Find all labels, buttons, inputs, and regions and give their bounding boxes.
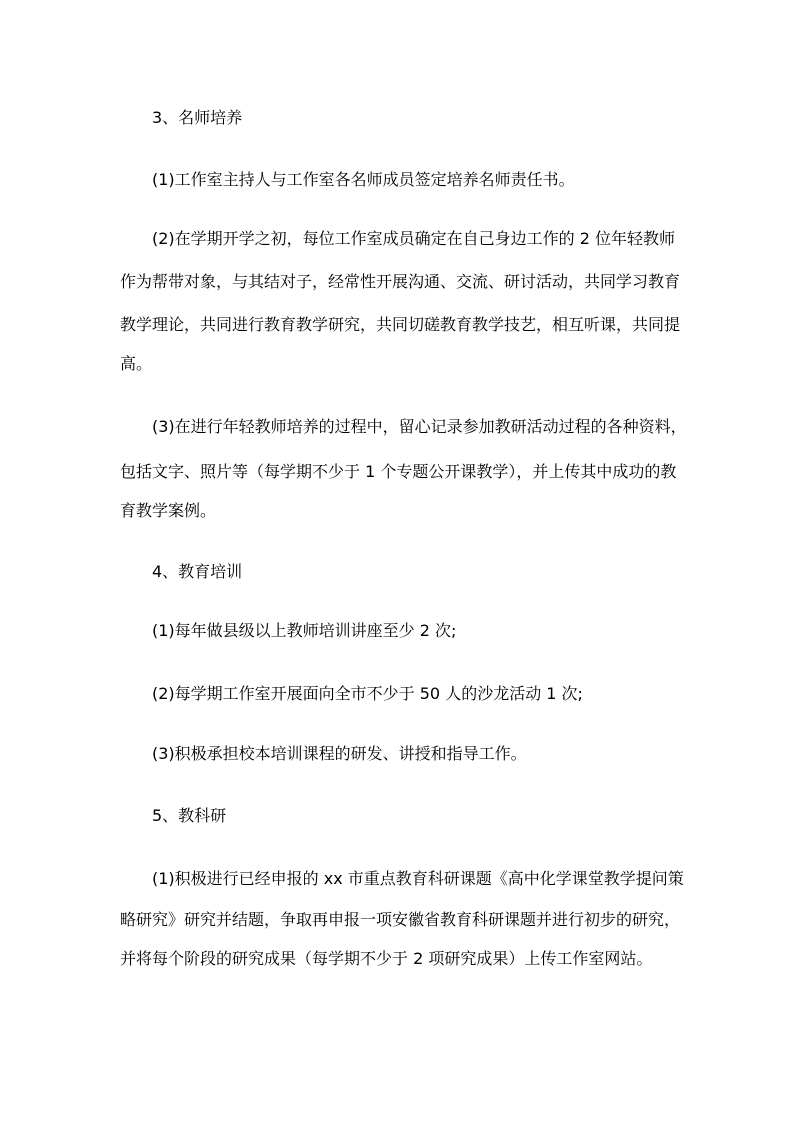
paragraph-line: (1)积极进行已经申报的 xx 市重点教育科研课题《高中化学课堂教学提问策 (152, 869, 684, 888)
paragraph-line: 高。 (120, 354, 153, 373)
paragraph-4-3: (3)积极承担校本培训课程的研发、讲授和指导工作。 (152, 744, 527, 763)
paragraph-4-2: (2)每学期工作室开展面向全市不少于 50 人的沙龙活动 1 次; (152, 684, 583, 703)
paragraph-line: 略研究》研究并结题，争取再申报一项安徽省教育科研课题并进行初步的研究， (120, 910, 681, 929)
paragraph-3-3 (120, 417, 687, 527)
paragraph-line: 育教学案例。 (120, 501, 217, 520)
paragraph-3-1: (1)工作室主持人与工作室各名师成员签定培养名师责任书。 (152, 170, 575, 189)
paragraph-3-2 (120, 229, 681, 379)
section-heading-4: 4、教育培训 (152, 562, 243, 581)
paragraph-line: 包括文字、照片等（每学期不少于 1 个专题公开课教学），并上传其中成功的教 (120, 462, 677, 481)
paragraph-line: (2)在学期开学之初，每位工作室成员确定在自己身边工作的 2 位年轻教师 (152, 229, 676, 248)
paragraph-line: 并将每个阶段的研究成果（每学期不少于 2 项研究成果）上传工作室网站。 (120, 949, 653, 968)
paragraph-5-1 (120, 869, 684, 979)
section-heading-3: 3、名师培养 (152, 108, 243, 127)
paragraph-4-1: (1)每年做县级以上教师培训讲座至少 2 次; (152, 621, 457, 640)
paragraph-line: 教学理论，共同进行教育教学研究，共同切磋教育教学技艺，相互听课，共同提 (120, 315, 681, 334)
section-heading-5: 5、教科研 (152, 806, 227, 825)
paragraph-line: 作为帮带对象，与其结对子，经常性开展沟通、交流、研讨活动，共同学习教育 (120, 272, 681, 291)
paragraph-line: (3)在进行年轻教师培养的过程中，留心记录参加教研活动过程的各种资料， (152, 417, 687, 436)
